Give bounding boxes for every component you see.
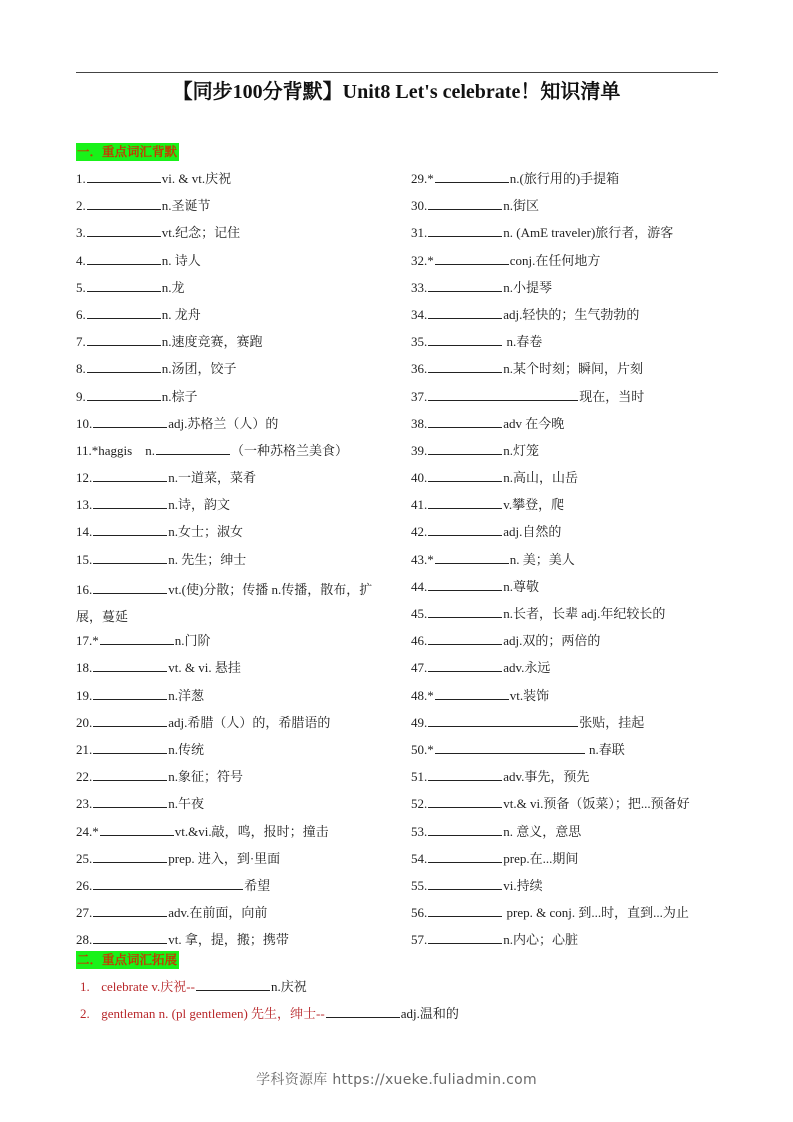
vocab-number: 33. xyxy=(411,279,428,295)
fill-blank[interactable] xyxy=(428,712,578,727)
vocab-meaning: adj.自然的 xyxy=(503,524,562,540)
fill-blank[interactable] xyxy=(93,549,167,564)
fill-blank[interactable] xyxy=(87,358,161,373)
vocab-number: 37. xyxy=(411,388,428,404)
vocab-number: 32.* xyxy=(411,252,434,268)
fill-blank[interactable] xyxy=(87,195,161,210)
vocab-meaning: n.尊敬 xyxy=(503,578,540,594)
vocab-meaning: n. (AmE traveler)旅行者，游客 xyxy=(503,225,674,241)
vocab-meaning: adj.苏格兰（人）的 xyxy=(168,415,279,431)
vocab-meaning: n.小提琴 xyxy=(503,279,553,295)
vocab-number: 43.* xyxy=(411,551,434,567)
vocab-item xyxy=(76,250,396,277)
vocab-meaning: n.一道菜，菜肴 xyxy=(168,470,257,486)
vocab-number: 14. xyxy=(76,524,93,540)
fill-blank[interactable] xyxy=(428,902,502,917)
vocab-meaning: 现在，当时 xyxy=(579,388,645,404)
extension-lead: celebrate v.庆祝-- xyxy=(101,979,195,994)
vocab-meaning: n.门阶 xyxy=(174,633,211,649)
vocab-meaning: vt. & vi. 悬挂 xyxy=(168,660,241,676)
vocab-meaning: n.高山，山岳 xyxy=(503,470,579,486)
vocab-item xyxy=(411,440,731,467)
vocab-number: 1. xyxy=(76,171,86,186)
vocab-meaning: 张贴，挂起 xyxy=(579,714,645,730)
vocab-number: 6. xyxy=(76,306,86,322)
vocab-meaning: n.午夜 xyxy=(168,796,205,812)
vocab-number: 46. xyxy=(411,633,428,649)
vocab-column-left xyxy=(76,168,396,956)
vocab-item xyxy=(76,549,396,576)
vocab-meaning: adv 在今晚 xyxy=(503,415,565,431)
vocab-number: 2. xyxy=(76,198,86,214)
vocab-meaning: vi. & vt.庆祝 xyxy=(161,171,232,186)
fill-blank[interactable] xyxy=(87,304,161,319)
fill-blank[interactable] xyxy=(87,277,161,292)
vocab-number: 18. xyxy=(76,660,93,676)
vocab-meaning: 希望 xyxy=(244,877,271,893)
vocab-meaning: n.棕子 xyxy=(161,388,198,404)
vocab-item xyxy=(76,902,396,929)
vocab-item xyxy=(411,250,731,277)
fill-blank[interactable] xyxy=(326,1003,400,1018)
vocab-item xyxy=(411,821,731,848)
vocab-meaning: vt. 拿，提，搬；携带 xyxy=(168,932,289,948)
extension-meaning: n.庆祝 xyxy=(270,979,307,994)
vocab-meaning: n.速度竞赛，赛跑 xyxy=(161,334,263,350)
vocab-number: 17.* xyxy=(76,633,99,649)
fill-blank[interactable] xyxy=(428,929,502,944)
vocab-number: 44. xyxy=(411,578,428,594)
vocab-item xyxy=(411,712,731,739)
vocab-item xyxy=(411,277,731,304)
fill-blank[interactable] xyxy=(428,576,502,591)
fill-blank[interactable] xyxy=(428,358,502,373)
vocab-item xyxy=(411,168,731,195)
vocab-meaning: n.圣诞节 xyxy=(161,198,211,214)
vocab-number: 25. xyxy=(76,850,93,866)
vocab-item xyxy=(411,929,731,956)
fill-blank[interactable] xyxy=(428,440,502,455)
vocab-number: 50.* xyxy=(411,741,434,757)
vocab-item xyxy=(76,630,396,657)
fill-blank[interactable] xyxy=(428,657,502,672)
vocab-meaning: v.攀登，爬 xyxy=(503,497,565,513)
fill-blank[interactable] xyxy=(428,848,502,863)
vocab-number: 41. xyxy=(411,497,428,513)
vocab-number: 11.*haggis n. xyxy=(76,442,155,458)
vocab-meaning: n.某个时刻；瞬间，片刻 xyxy=(503,361,644,377)
vocab-item xyxy=(411,875,731,902)
vocab-number: 3. xyxy=(76,225,86,241)
vocab-item xyxy=(411,386,731,413)
vocab-meaning: adj.轻快的；生气勃勃的 xyxy=(503,306,640,322)
vocab-item xyxy=(411,739,731,766)
vocab-meaning: vt.&vi.敲，鸣，报时；撞击 xyxy=(174,823,329,839)
vocab-item xyxy=(76,821,396,848)
vocab-item xyxy=(76,766,396,793)
vocab-number: 5. xyxy=(76,279,86,295)
vocab-meaning: n. 美；美人 xyxy=(509,551,575,567)
vocab-number: 22. xyxy=(76,769,93,785)
fill-blank[interactable] xyxy=(93,494,167,509)
vocab-number: 20. xyxy=(76,714,93,730)
extension-number: 1. xyxy=(80,979,90,994)
fill-blank[interactable] xyxy=(428,875,502,890)
section-heading-vocab-recall: 一．重点词汇背默 xyxy=(77,144,178,159)
fill-blank[interactable] xyxy=(428,494,502,509)
vocab-number: 31. xyxy=(411,225,428,241)
vocab-number: 56. xyxy=(411,905,428,921)
fill-blank[interactable] xyxy=(93,467,167,482)
vocab-column-right xyxy=(411,168,731,956)
vocab-meaning: （一种苏格兰美食） xyxy=(230,442,348,458)
vocab-item xyxy=(411,657,731,684)
vocab-meaning: n.传统 xyxy=(168,741,205,757)
vocab-number: 57. xyxy=(411,932,428,948)
vocab-item xyxy=(76,331,396,358)
vocab-number: 27. xyxy=(76,905,93,921)
vocab-meaning: prep. & conj. 到...时，直到...为止 xyxy=(503,905,689,921)
vocab-number: 21. xyxy=(76,741,93,757)
vocab-meaning: n. 意义，意思 xyxy=(503,823,582,839)
fill-blank[interactable] xyxy=(100,630,174,645)
vocab-item xyxy=(76,386,396,413)
fill-blank[interactable] xyxy=(428,304,502,319)
vocab-meaning: vt.& vi.预备（饭菜）；把...预备好 xyxy=(503,796,690,812)
vocab-meaning: n.诗，韵文 xyxy=(168,497,231,513)
vocab-item xyxy=(411,902,731,929)
vocab-item xyxy=(411,467,731,494)
vocab-item xyxy=(411,576,731,603)
vocab-number: 40. xyxy=(411,470,428,486)
vocab-meaning: n.春联 xyxy=(585,741,625,757)
vocab-meaning: adv.在前面，向前 xyxy=(168,905,268,921)
fill-blank[interactable] xyxy=(93,579,167,594)
vocab-number: 15. xyxy=(76,551,93,567)
vocab-meaning: n.灯笼 xyxy=(503,442,540,458)
vocab-item xyxy=(411,848,731,875)
fill-blank[interactable] xyxy=(93,521,167,536)
fill-blank[interactable] xyxy=(196,976,270,991)
vocab-number: 12. xyxy=(76,470,93,486)
fill-blank[interactable] xyxy=(428,467,502,482)
vocab-number: 54. xyxy=(411,850,428,866)
fill-blank[interactable] xyxy=(93,848,167,863)
vocab-item xyxy=(411,766,731,793)
fill-blank[interactable] xyxy=(93,657,167,672)
vocab-item xyxy=(411,603,731,630)
vocab-number: 35. xyxy=(411,334,428,350)
footer-watermark: 学科资源库 https://xueke.fuliadmin.com xyxy=(256,1072,537,1088)
vocab-number: 26. xyxy=(76,877,93,893)
section-heading-vocab-extension: 二．重点词汇拓展 xyxy=(77,952,178,967)
vocab-item xyxy=(76,875,396,902)
vocab-meaning: vt.(使)分散；传播 n.传播，散布，扩展，蔓延 xyxy=(76,581,373,625)
fill-blank[interactable] xyxy=(93,712,167,727)
vocab-number: 49. xyxy=(411,714,428,730)
vocab-item xyxy=(76,358,396,385)
fill-blank[interactable] xyxy=(428,766,502,781)
fill-blank[interactable] xyxy=(93,413,167,428)
vocab-number: 51. xyxy=(411,769,428,785)
fill-blank[interactable] xyxy=(435,549,509,564)
vocab-number: 4. xyxy=(76,252,86,268)
fill-blank[interactable] xyxy=(93,902,167,917)
vocab-meaning: adv.永远 xyxy=(503,660,551,676)
vocab-item xyxy=(76,848,396,875)
vocab-item xyxy=(411,222,731,249)
vocab-meaning: vt.纪念；记住 xyxy=(161,225,241,241)
vocab-meaning: n.女士；淑女 xyxy=(168,524,244,540)
vocab-meaning: adj.双的；两倍的 xyxy=(503,633,601,649)
vocab-item xyxy=(76,467,396,494)
vocab-number: 47. xyxy=(411,660,428,676)
vocab-meaning: n. 龙舟 xyxy=(161,306,201,322)
fill-blank[interactable] xyxy=(93,685,167,700)
vocab-number: 36. xyxy=(411,361,428,377)
fill-blank[interactable] xyxy=(93,793,167,808)
fill-blank[interactable] xyxy=(428,821,502,836)
vocab-number: 42. xyxy=(411,524,428,540)
vocab-item xyxy=(76,222,396,249)
fill-blank[interactable] xyxy=(428,195,502,210)
vocab-number: 53. xyxy=(411,823,428,839)
vocab-meaning: n.街区 xyxy=(503,198,540,214)
vocab-number: 24.* xyxy=(76,823,99,839)
vocab-item xyxy=(76,576,396,630)
vocab-item xyxy=(76,657,396,684)
vocab-number: 23. xyxy=(76,796,93,812)
vocab-meaning: n.内心；心脏 xyxy=(503,932,579,948)
vocab-meaning: n.(旅行用的)手提箱 xyxy=(509,171,620,186)
vocab-meaning: n.龙 xyxy=(161,279,185,295)
vocab-number: 19. xyxy=(76,687,93,703)
header-rule xyxy=(76,72,718,73)
vocab-meaning: n.长者，长辈 adj.年纪较长的 xyxy=(503,606,666,621)
vocab-number: 30. xyxy=(411,198,428,214)
vocab-item xyxy=(76,413,396,440)
vocab-meaning: conj.在任何地方 xyxy=(509,252,601,268)
fill-blank[interactable] xyxy=(428,793,502,808)
vocab-meaning: n. 诗人 xyxy=(161,252,201,268)
vocab-item xyxy=(76,277,396,304)
vocab-number: 39. xyxy=(411,442,428,458)
vocab-item xyxy=(76,739,396,766)
vocab-item xyxy=(76,521,396,548)
fill-blank[interactable] xyxy=(93,739,167,754)
vocab-item xyxy=(76,304,396,331)
vocab-meaning: n.象征；符号 xyxy=(168,769,244,785)
vocab-number: 10. xyxy=(76,415,93,431)
vocab-meaning: n.汤团，饺子 xyxy=(161,361,237,377)
extension-item xyxy=(80,1003,459,1024)
vocab-meaning: prep.在...期间 xyxy=(503,850,579,866)
vocab-meaning: vt.装饰 xyxy=(509,687,550,703)
vocab-meaning: adj.希腊（人）的，希腊语的 xyxy=(168,714,331,730)
fill-blank[interactable] xyxy=(87,222,161,237)
vocab-number: 38. xyxy=(411,415,428,431)
vocab-number: 45. xyxy=(411,606,428,621)
fill-blank[interactable] xyxy=(87,250,161,265)
vocab-number: 28. xyxy=(76,932,93,948)
vocab-item xyxy=(411,358,731,385)
vocab-item xyxy=(76,793,396,820)
vocab-item xyxy=(76,685,396,712)
fill-blank[interactable] xyxy=(428,277,502,292)
vocab-meaning: n.春卷 xyxy=(503,334,543,350)
vocab-item xyxy=(411,195,731,222)
extension-lead: gentleman n. (pl gentlemen) 先生，绅士-- xyxy=(101,1006,325,1021)
vocab-number: 9. xyxy=(76,388,86,404)
vocab-item xyxy=(76,195,396,222)
fill-blank[interactable] xyxy=(156,440,230,455)
vocab-meaning: adv.事先，预先 xyxy=(503,769,590,785)
vocab-item xyxy=(411,331,731,358)
fill-blank[interactable] xyxy=(428,222,502,237)
vocab-item xyxy=(411,793,731,820)
vocab-item xyxy=(76,494,396,521)
fill-blank[interactable] xyxy=(428,331,502,346)
vocab-item xyxy=(411,494,731,521)
vocab-item xyxy=(411,630,731,657)
fill-blank[interactable] xyxy=(435,250,509,265)
vocab-meaning: n. 先生；绅士 xyxy=(168,551,247,567)
vocab-item xyxy=(411,413,731,440)
vocab-number: 13. xyxy=(76,497,93,513)
vocab-number: 7. xyxy=(76,334,86,350)
vocab-number: 48.* xyxy=(411,687,434,703)
vocab-item xyxy=(76,712,396,739)
fill-blank[interactable] xyxy=(93,929,167,944)
fill-blank[interactable] xyxy=(435,685,509,700)
vocab-item xyxy=(76,168,396,195)
vocab-meaning: n.洋葱 xyxy=(168,687,205,703)
page-title: 【同步100分背默】Unit8 Let's celebrate！知识清单 xyxy=(172,81,621,103)
fill-blank[interactable] xyxy=(87,168,161,183)
vocab-number: 8. xyxy=(76,361,86,377)
vocab-number: 29.* xyxy=(411,171,434,186)
vocab-number: 55. xyxy=(411,877,428,893)
fill-blank[interactable] xyxy=(428,603,502,618)
fill-blank[interactable] xyxy=(100,821,174,836)
vocab-item xyxy=(411,304,731,331)
fill-blank[interactable] xyxy=(428,413,502,428)
vocab-number: 52. xyxy=(411,796,428,812)
fill-blank[interactable] xyxy=(87,386,161,401)
vocab-item xyxy=(411,685,731,712)
fill-blank[interactable] xyxy=(93,766,167,781)
vocab-meaning: vi.持续 xyxy=(503,877,543,893)
extension-item xyxy=(80,976,307,997)
vocab-number: 34. xyxy=(411,306,428,322)
fill-blank[interactable] xyxy=(428,521,502,536)
fill-blank[interactable] xyxy=(87,331,161,346)
vocab-item xyxy=(76,440,396,467)
vocab-number: 16. xyxy=(76,581,93,597)
fill-blank[interactable] xyxy=(435,739,585,754)
extension-meaning: adj.温和的 xyxy=(400,1006,459,1021)
vocab-item xyxy=(411,549,731,576)
vocab-meaning: prep. 进入，到·里面 xyxy=(168,850,281,866)
fill-blank[interactable] xyxy=(428,386,578,401)
fill-blank[interactable] xyxy=(435,168,509,183)
fill-blank[interactable] xyxy=(428,630,502,645)
fill-blank[interactable] xyxy=(93,875,243,890)
extension-number: 2. xyxy=(80,1006,90,1021)
vocab-item xyxy=(411,521,731,548)
